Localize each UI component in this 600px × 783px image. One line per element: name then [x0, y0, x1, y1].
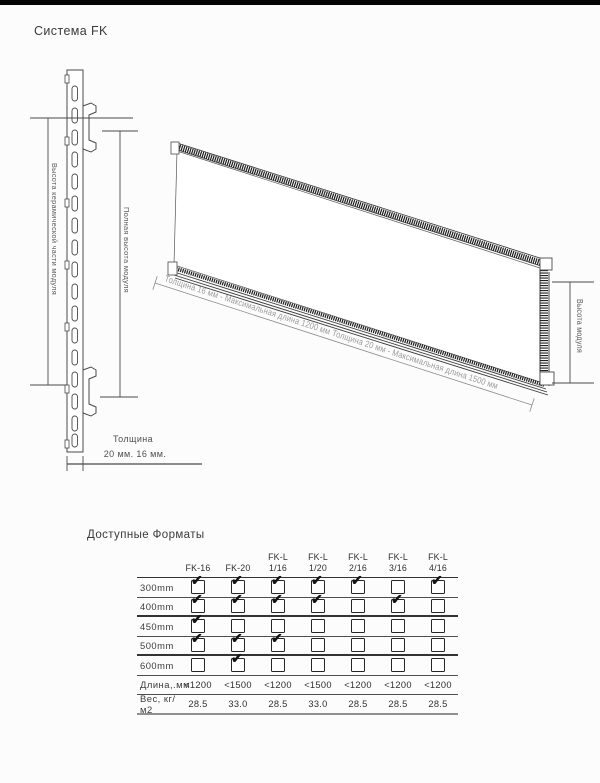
page-title: Система FK — [34, 24, 108, 38]
format-checkbox[interactable] — [391, 658, 405, 672]
table-cell — [418, 572, 458, 598]
weight-value: 28.5 — [338, 695, 378, 715]
mounting-rail-drawing — [65, 70, 96, 452]
col-header-line2: FK-16 — [185, 562, 211, 573]
check-icon: ✔ — [271, 630, 283, 647]
format-checkbox[interactable] — [271, 658, 285, 672]
row-label: 500mm — [137, 637, 178, 657]
row-label: Вес, кг/м2 — [137, 695, 178, 715]
format-checkbox[interactable] — [271, 630, 285, 652]
weight-value: 28.5 — [418, 695, 458, 715]
row-label: 600mm — [137, 656, 178, 676]
col-header-line1: FK-L — [428, 551, 448, 562]
table-cell — [418, 617, 458, 637]
table-cell — [178, 630, 218, 657]
table-cell — [298, 617, 338, 637]
formats-section-title: Доступные Форматы — [87, 529, 205, 541]
col-header-line1: FK-L — [348, 551, 368, 562]
format-checkbox[interactable] — [191, 658, 205, 672]
check-icon: ✔ — [271, 591, 283, 608]
format-checkbox[interactable] — [351, 638, 365, 652]
format-checkbox[interactable] — [431, 619, 445, 633]
format-checkbox[interactable] — [351, 619, 365, 633]
format-checkbox[interactable] — [351, 658, 365, 672]
check-icon: ✔ — [271, 572, 283, 589]
table-cell — [338, 572, 378, 598]
table-cell — [378, 617, 418, 637]
weight-value: 28.5 — [258, 695, 298, 715]
table-cell — [418, 637, 458, 657]
table-cell — [298, 656, 338, 676]
table-cell — [338, 637, 378, 657]
row-label: Длина,.мм — [137, 676, 178, 696]
format-checkbox[interactable] — [231, 591, 245, 613]
format-checkbox[interactable] — [431, 599, 445, 613]
table-cell — [178, 656, 218, 676]
length-value: <1200 — [338, 676, 378, 696]
weight-value: 28.5 — [178, 695, 218, 715]
table-cell — [218, 650, 258, 676]
ceramic-height-label: Высота керамической части модуля — [50, 163, 59, 295]
check-icon: ✔ — [431, 572, 443, 589]
module-height-dimension — [552, 282, 594, 383]
col-header-line2: 1/16 — [269, 562, 287, 573]
table-cell — [418, 656, 458, 676]
col-header-line2: 2/16 — [349, 562, 367, 573]
formats-table — [137, 551, 458, 715]
col-header-line2: 1/20 — [309, 562, 327, 573]
check-icon: ✔ — [231, 650, 243, 667]
check-icon: ✔ — [191, 591, 203, 608]
col-header-fkl-3-16 — [378, 551, 418, 578]
table-cell — [378, 656, 418, 676]
col-header-line1: FK-L — [308, 551, 328, 562]
format-checkbox[interactable] — [391, 619, 405, 633]
length-value: <1200 — [418, 676, 458, 696]
length-value: <1200 — [178, 676, 218, 696]
format-checkbox[interactable] — [391, 591, 405, 613]
check-icon: ✔ — [311, 572, 323, 589]
check-icon: ✔ — [191, 611, 203, 628]
check-icon: ✔ — [231, 572, 243, 589]
rail-clip-bottom — [83, 367, 96, 416]
check-icon: ✔ — [191, 572, 203, 589]
format-checkbox[interactable] — [431, 658, 445, 672]
module-height-label: Высота модуля — [575, 299, 584, 360]
full-height-label: Полная высота модуля — [122, 207, 131, 292]
format-checkbox[interactable] — [311, 658, 325, 672]
length-value: <1500 — [298, 676, 338, 696]
check-icon: ✔ — [231, 591, 243, 608]
table-cell — [378, 637, 418, 657]
col-header-line1: FK-L — [388, 551, 408, 562]
row-label: 300mm — [137, 578, 178, 598]
check-icon: ✔ — [351, 572, 363, 589]
table-cell — [338, 598, 378, 618]
format-checkbox[interactable] — [311, 638, 325, 652]
col-header-line2: FK-20 — [225, 562, 251, 573]
col-header-line2: 3/16 — [389, 562, 407, 573]
weight-value: 33.0 — [298, 695, 338, 715]
table-cell — [298, 637, 338, 657]
format-checkbox[interactable] — [391, 638, 405, 652]
length-value: <1200 — [258, 676, 298, 696]
table-cell — [418, 598, 458, 618]
weight-value: 28.5 — [378, 695, 418, 715]
check-icon: ✔ — [191, 630, 203, 647]
check-icon: ✔ — [311, 591, 323, 608]
size-note-label: Толщина 16 мм - Максимальная длина 1200 мм Толщина 20 мм - Максимальная длина 1500 мм — [163, 273, 566, 413]
length-value: <1200 — [378, 676, 418, 696]
format-checkbox[interactable] — [431, 638, 445, 652]
check-icon: ✔ — [391, 591, 403, 608]
table-cell — [338, 656, 378, 676]
table-cell — [258, 591, 298, 618]
format-checkbox[interactable] — [351, 572, 365, 594]
thickness-label: Толщина — [112, 434, 154, 444]
row-label: 400mm — [137, 598, 178, 618]
format-checkbox[interactable] — [271, 591, 285, 613]
format-checkbox[interactable] — [431, 572, 445, 594]
table-cell — [258, 630, 298, 657]
rail-clip-top — [83, 103, 96, 152]
format-checkbox[interactable] — [191, 630, 205, 652]
check-icon: ✔ — [231, 630, 243, 647]
row-label: 450mm — [137, 617, 178, 637]
table-cell — [258, 656, 298, 676]
format-checkbox[interactable] — [311, 591, 325, 613]
thickness-values: 20 мм. 16 мм. — [103, 449, 167, 459]
table-cell — [338, 617, 378, 637]
weight-value: 33.0 — [218, 695, 258, 715]
panel-drawing — [168, 142, 554, 395]
length-value: <1500 — [218, 676, 258, 696]
format-checkbox[interactable] — [311, 619, 325, 633]
format-checkbox[interactable] — [231, 650, 245, 672]
table-cell — [218, 591, 258, 618]
table-cell — [378, 591, 418, 618]
format-checkbox[interactable] — [351, 599, 365, 613]
table-cell — [298, 591, 338, 618]
col-header-line1: FK-L — [268, 551, 288, 562]
col-header-line2: 4/16 — [429, 562, 447, 573]
corner-cell — [137, 551, 178, 578]
